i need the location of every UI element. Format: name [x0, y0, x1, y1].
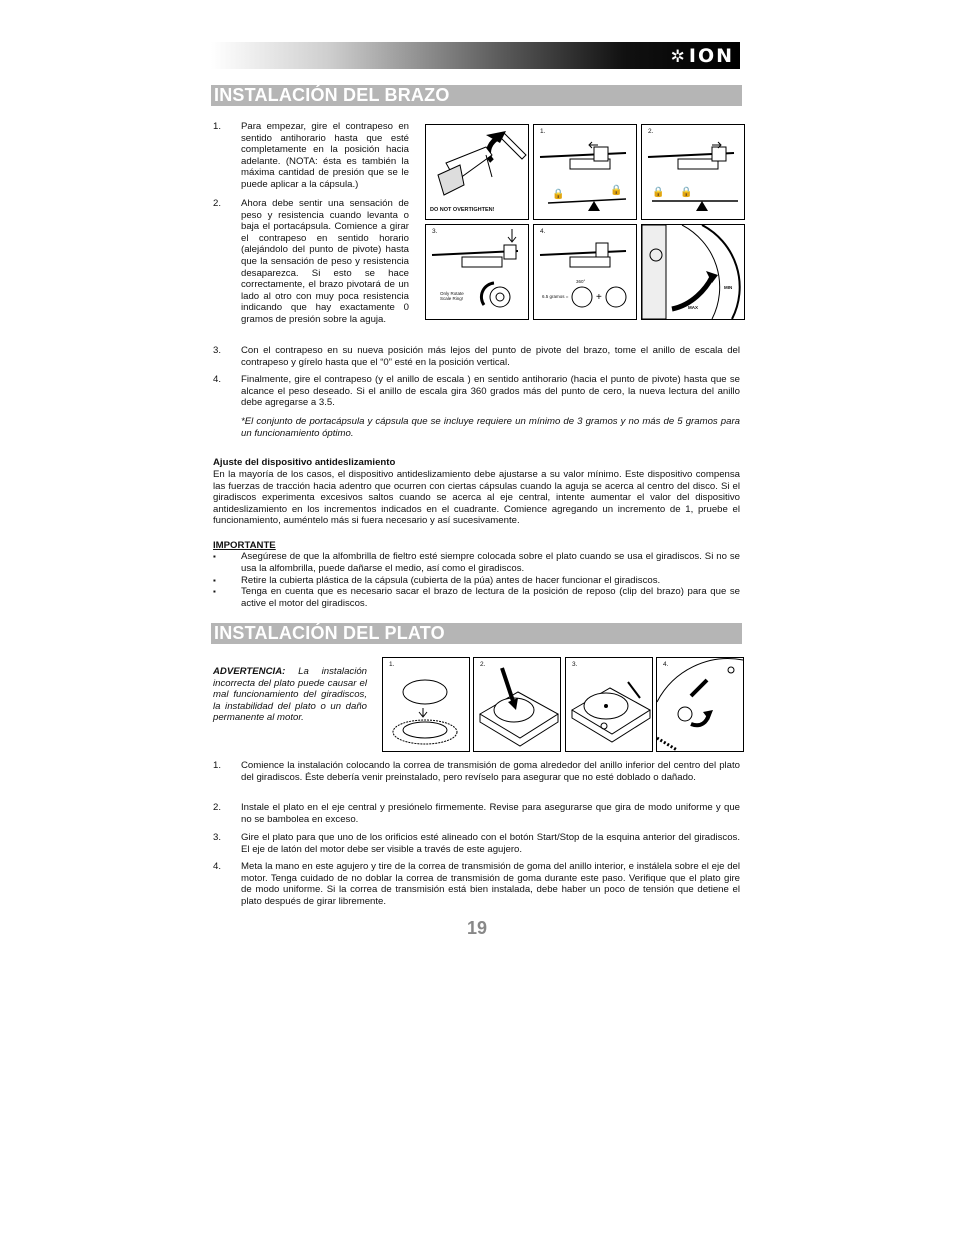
- svg-text:+: +: [596, 292, 602, 303]
- degrees-label: 360°: [576, 279, 586, 284]
- platter-figure-2: [473, 657, 561, 752]
- step-number: 1.: [213, 121, 222, 132]
- tonearm-balance-2: [642, 125, 744, 219]
- section-title-brazo: INSTALACIÓN DEL BRAZO: [211, 85, 742, 106]
- bullet-icon: ▪: [213, 587, 216, 596]
- step-text: Instale el plato en el eje central y presiónelo firmemente. Revise para asegurarse que gira de modo uniforme y que no se bambolea en exceso.: [241, 802, 740, 825]
- bullet-icon: ▪: [213, 552, 216, 561]
- cartridge-note: *El conjunto de portacápsula y cápsula que se incluye requiere un mínimo de 3 gramos y no más de 5 gramos para un funcionamiento óptimo.: [241, 416, 740, 439]
- svg-text:🔒: 🔒: [652, 187, 665, 198]
- grams-label: 6.5 gramos =: [542, 294, 569, 299]
- step-text: Comience la instalación colocando la correa de transmisión de goma alrededor del anillo inferior del centro del plato del giradiscos. Éste debería venir preinstalado, pero revíselo para asegurar que no esté doblado o dañado.: [241, 760, 740, 783]
- platter-figure-1: [382, 657, 470, 752]
- figure-label: 1.: [540, 128, 546, 135]
- step-text: Gire el plato para que uno de los orificios esté alineado con el botón Start/Stop de la esquina anterior del giradiscos. El eje de latón del motor debe ser visible a través de este agujero.: [241, 832, 740, 855]
- step-text: Meta la mano en este agujero y tire de la correa de transmisión de goma del anillo interior, e instálela sobre el eje del motor. Tenga cuidado de no doblar la correa de transmisión de goma durante este paso. Verifique que el plato gire de modo uniforme. Si la correa de transmisión está bien instalada, debe haber un poco de tensión que detiene el plato después de girar libremente.: [241, 861, 740, 907]
- svg-text:🔒: 🔒: [552, 189, 565, 200]
- figure-step-1: [533, 124, 637, 220]
- figure-step-3: [425, 224, 529, 320]
- headshell-illustration: [426, 125, 528, 219]
- scale-ring-illustration: [426, 225, 528, 319]
- platter-figure-3: [565, 657, 653, 752]
- figure-label: 4.: [663, 661, 669, 668]
- important-heading: IMPORTANTE: [213, 540, 276, 551]
- figure-label: 4.: [540, 228, 546, 235]
- belt-platter-illustration: [383, 658, 469, 751]
- warning-text: La instalación incorrecta del plato puede causar el mal funcionamiento del giradiscos, la instabilidad del plato o un daño permanente al motor.: [213, 666, 368, 724]
- max-label: MAX: [688, 305, 698, 310]
- ion-star-icon: ✲: [670, 47, 687, 67]
- svg-text:🔒: 🔒: [610, 185, 623, 196]
- platter-figure-4: [656, 657, 744, 752]
- platter-warning: [213, 666, 367, 724]
- step-number: 4.: [213, 374, 222, 385]
- min-label: MIN: [724, 285, 733, 290]
- important-bullet: Tenga en cuenta que es necesario sacar el brazo de lectura de la posición de reposo (clip del brazo) para que se active el motor del giradiscos.: [241, 586, 740, 609]
- step-number: 3.: [213, 832, 222, 843]
- bullet-icon: ▪: [213, 576, 216, 585]
- rotate-hint: Only Rotate Scale Ring!: [440, 291, 464, 301]
- step-number: 2.: [213, 198, 222, 209]
- figure-label: 3.: [432, 228, 438, 235]
- figure-step-4: [533, 224, 637, 320]
- step-number: 3.: [213, 345, 222, 356]
- warning-label: ADVERTENCIA:: [213, 666, 286, 677]
- tonearm-balance-1: [534, 125, 636, 219]
- step-number: 4.: [213, 861, 222, 872]
- important-bullet: Asegúrese de que la alfombrilla de fieltro esté siempre colocada sobre el plato cuando se usa el giradiscos. Si no se usa la alfombrilla, puede dañarse el medio, así como el giradiscos.: [241, 551, 740, 574]
- figure-step-2: [641, 124, 745, 220]
- figure-headshell: [425, 124, 529, 220]
- figure-label: 3.: [572, 661, 578, 668]
- svg-text:🔒: 🔒: [680, 187, 693, 198]
- platter-rotate-illustration: [566, 658, 652, 751]
- important-bullet: Retire la cubierta plástica de la cápsula (cubierta de la púa) antes de hacer funcionar el giradiscos.: [241, 575, 661, 586]
- step-text: Ahora debe sentir una sensación de peso y resistencia cuando levanta o baja el portacápsula. Comience a girar el contrapeso en sentido horario (alejándolo del punto de pivote) hasta que la sensación de peso y resistencia desaparezca. Si esto se hace correctamente, el brazo pivotará de un lado al otro con muy poca resistencia indicando que hay exactamente 0 gramos de presión sobre la aguja.: [241, 198, 409, 325]
- page-number: 19: [466, 918, 488, 938]
- step-text: Con el contrapeso en su nueva posición más lejos del punto de pivote del brazo, tome el anillo de escala del contrapeso y gírelo hasta que el “0” esté en la posición vertical.: [241, 345, 740, 368]
- figure-label: 2.: [480, 661, 486, 668]
- platter-install-illustration: [474, 658, 560, 751]
- step-text: Finalmente, gire el contrapeso (y el anillo de escala ) en sentido antihorario (hacia el punto de pivote) hasta que se alcance el peso deseado. Si el anillo de escala gira 360 grados más del punto de cero, la nueva lectura del anillo debe agregarse a 3.5.: [241, 374, 740, 409]
- overtighten-warning: DO NOT OVERTIGHTEN!: [430, 207, 495, 213]
- step-number: 2.: [213, 802, 222, 813]
- figure-antiskate-dial: [641, 224, 745, 320]
- step-number: 1.: [213, 760, 222, 771]
- section-title-plato: INSTALACIÓN DEL PLATO: [211, 623, 742, 644]
- belt-motor-illustration: [657, 658, 743, 751]
- weight-setting-illustration: [534, 225, 636, 319]
- step-text: Para empezar, gire el contrapeso en sentido antihorario hasta que esté completamente en la posición hacia adelante. (NOTA: ésta es también la máxima cantidad de presión que se le puede aplicar a la cápsula.): [241, 121, 409, 190]
- header-bar: [211, 42, 740, 69]
- figure-label: 2.: [648, 128, 654, 135]
- antiskate-text: En la mayoría de los casos, el dispositivo antideslizamiento debe ajustarse a su valor mínimo. Este dispositivo compensa las fuerzas de tracción hacia adentro que ocurren con ciertas cápsulas cuando la aguja se acerca al centro del disco. Si el giradiscos experimenta excesivos saltos cuando se acerca al eje central, intente aumentar el valor del dispositivo antideslizamiento en los incrementos indicados en el cuadrante. Comience agregando un incremento de 1, pruebe el funcionamiento, auméntelo más si fuera necesario y así sucesivamente.: [213, 469, 740, 527]
- brand-logo: ✲ ION: [670, 45, 734, 67]
- antiskate-heading: Ajuste del dispositivo antideslizamiento: [213, 457, 396, 468]
- figure-label: 1.: [389, 661, 395, 668]
